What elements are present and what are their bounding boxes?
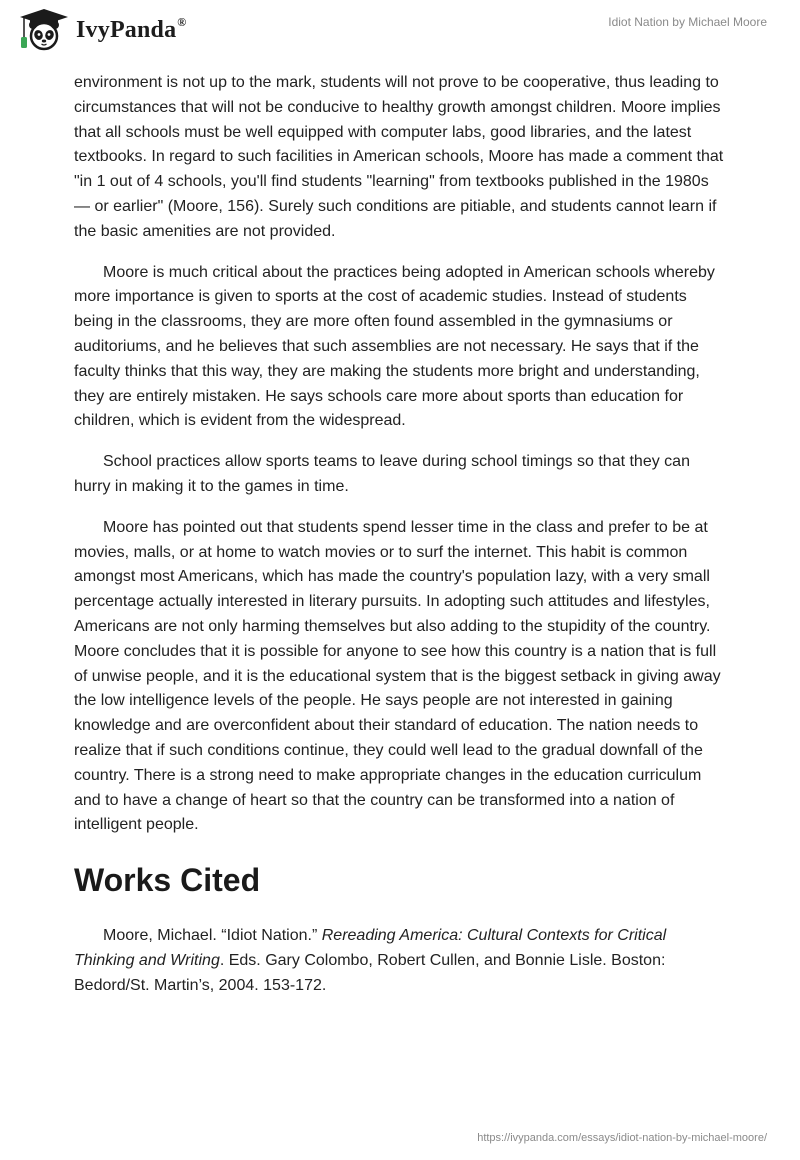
citation-book-title: Rereading America: Cultural Contexts for Critical Thinking and Writing (74, 927, 667, 969)
ivypanda-logo[interactable] (14, 8, 186, 52)
registered-mark: ® (177, 14, 187, 29)
citation-entry (74, 924, 694, 998)
works-cited-heading: Works Cited (74, 862, 261, 899)
panda-graduate-icon (14, 8, 72, 52)
page-header (0, 0, 800, 70)
paragraph: Moore has pointed out that students spend lesser time in the class and prefer to be at movies, malls, or at home to watch movies or to surf the internet. This habit is common amongst most Americans, which has made the country's population lazy, with a very small percentage actually interested in literary pursuits. In adopting such attitudes and lifestyles, Americans are not only harming themselves but also adding to the stupidity of the country. Moore concludes that it is possible for anyone to see how this country is a nation that is full of unwise people, and it is the educational system that is the biggest setback in giving away the low intelligence levels of the people. He says people are not interested in gaining knowledge and are overconfident about their standard of education. The nation needs to realize that if such conditions continue, they could well lead to the gradual downfall of the country. There is a strong need to make appropriate changes in the education curriculum and to have a change of heart so that the country can be transformed into a nation of intelligent people. (74, 518, 721, 834)
paragraph: environment is not up to the mark, students will not prove to be cooperative, thus leading to circumstances that will not be conducive to healthy growth amongst children. Moore implies that all schools must be well equipped with computer labs, good libraries, and the latest textbooks. In regard to such facilities in American schools, Moore has made a comment that "in 1 out of 4 schools, you'll find students "learning" from textbooks published in the 1980s — or earlier" (Moore, 156). Surely such conditions are pitiable, and students cannot learn if the basic amenities are not provided. (74, 74, 724, 240)
paragraph: Moore is much critical about the practices being adopted in American schools whereby more importance is given to sports at the cost of academic studies. Instead of students being in the classrooms, they are more often found assembled in the gymnasiums or auditoriums, and he believes that such assemblies are not necessary. He says that if the faculty thinks that this way, they are making the students more bright and understanding, they are entirely mistaken. He says schools care more about sports than education for children, which is evident from the widespread. (74, 263, 715, 430)
essay-content (74, 71, 724, 999)
brand-name: IvyPanda® (76, 14, 187, 43)
citation-publication: . Eds. Gary Colombo, Robert Cullen, and Bonnie Lisle. Boston: Bedord/St. Martin’s, 2004. 153-172. (74, 951, 666, 994)
document-title: Idiot Nation by Michael Moore (608, 15, 767, 29)
source-url[interactable]: https://ivypanda.com/essays/idiot-nation-by-michael-moore/ (477, 1132, 767, 1144)
paragraph: School practices allow sports teams to leave during school timings so that they can hurry in making it to the games in time. (74, 453, 690, 495)
citation-author-title: Moore, Michael. “Idiot Nation.” (103, 927, 322, 945)
